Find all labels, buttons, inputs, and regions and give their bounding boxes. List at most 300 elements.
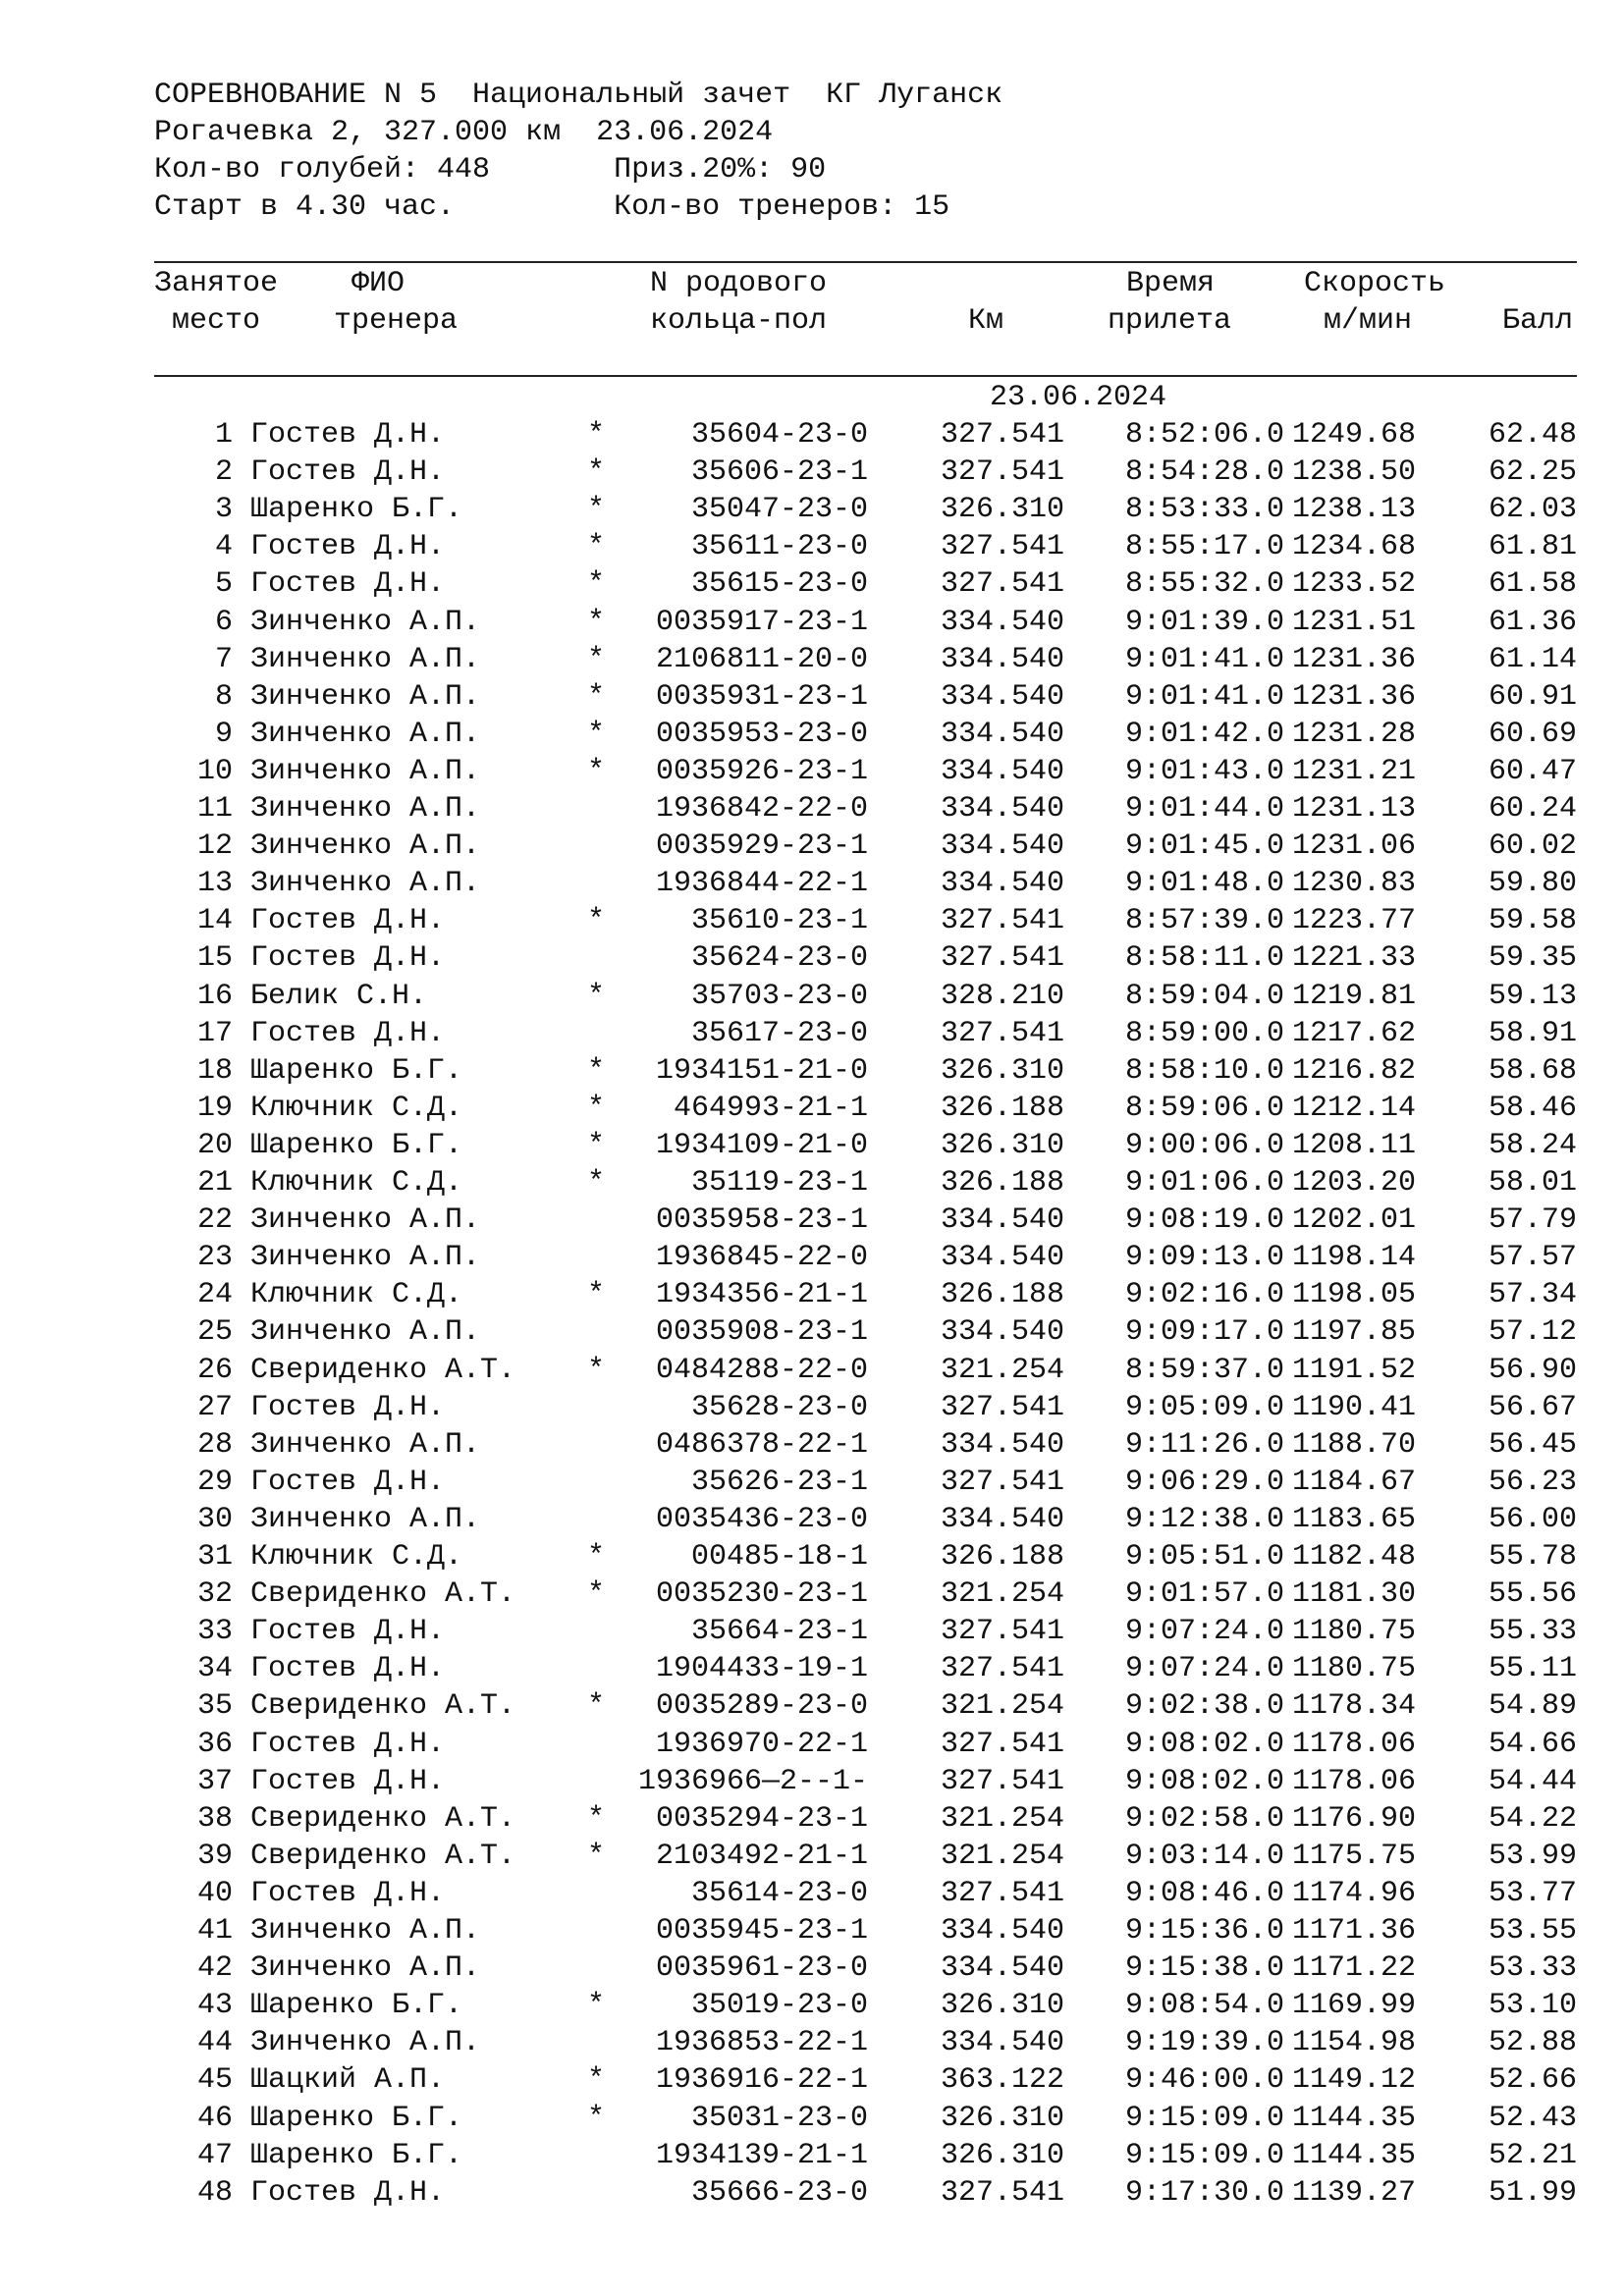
place-cell: 2 <box>214 455 233 489</box>
col-time-header-1: Время <box>1126 267 1216 300</box>
score-cell: 56.90 <box>1488 1354 1577 1387</box>
place-cell: 26 <box>196 1354 233 1387</box>
place-cell: 34 <box>196 1652 233 1685</box>
place-cell: 19 <box>196 1092 233 1125</box>
arrival-time-cell: 8:54:28.0 <box>1124 455 1284 489</box>
col-speed-header-2: м/мин <box>1324 304 1413 338</box>
ring-number-cell: 35617-23-0 <box>690 1017 868 1050</box>
trainer-name-cell: Зинченко А.П. <box>250 755 481 788</box>
score-cell: 55.78 <box>1488 1540 1577 1574</box>
ring-number-cell: 35031-23-0 <box>690 2102 868 2135</box>
trainer-name-cell: Зинченко А.П. <box>250 867 481 900</box>
arrival-time-cell: 9:05:09.0 <box>1124 1391 1284 1424</box>
trainer-name-cell: Зинченко А.П. <box>250 643 481 676</box>
speed-cell: 1191.52 <box>1292 1354 1417 1387</box>
header-line-release-point: Рогачевка 2, 327.000 км 23.06.2024 <box>154 116 774 149</box>
place-cell: 35 <box>196 1689 233 1723</box>
distance-cell: 327.541 <box>940 1391 1064 1424</box>
mark-cell: * <box>587 418 606 452</box>
distance-cell: 326.310 <box>940 493 1064 526</box>
header-line-start-time: Старт в 4.30 час. Кол-во тренеров: 15 <box>154 190 950 224</box>
ring-number-cell: 1934151-21-0 <box>655 1054 868 1088</box>
speed-cell: 1203.20 <box>1292 1166 1417 1200</box>
trainer-name-cell: Шаренко Б.Г. <box>250 493 463 526</box>
arrival-time-cell: 9:17:30.0 <box>1124 2176 1284 2210</box>
distance-cell: 326.310 <box>940 1129 1064 1162</box>
distance-cell: 334.540 <box>940 606 1064 639</box>
place-cell: 47 <box>196 2139 233 2172</box>
arrival-time-cell: 9:08:46.0 <box>1124 1877 1284 1910</box>
score-cell: 59.58 <box>1488 904 1577 937</box>
col-ring-header-1: N родового <box>650 267 828 300</box>
arrival-time-cell: 9:01:39.0 <box>1124 606 1284 639</box>
trainer-name-cell: Зинченко А.П. <box>250 1951 481 1985</box>
distance-cell: 334.540 <box>940 1315 1064 1349</box>
trainer-name-cell: Свериденко А.Т. <box>250 1577 516 1611</box>
place-cell: 21 <box>196 1166 233 1200</box>
arrival-time-cell: 8:59:06.0 <box>1124 1092 1284 1125</box>
speed-cell: 1180.75 <box>1292 1652 1417 1685</box>
speed-cell: 1197.85 <box>1292 1315 1417 1349</box>
speed-cell: 1181.30 <box>1292 1577 1417 1611</box>
speed-cell: 1154.98 <box>1292 2026 1417 2059</box>
score-cell: 58.91 <box>1488 1017 1577 1050</box>
distance-cell: 327.541 <box>940 1765 1064 1798</box>
speed-cell: 1178.06 <box>1292 1765 1417 1798</box>
ring-number-cell: 35610-23-1 <box>690 904 868 937</box>
speed-cell: 1231.28 <box>1292 718 1417 751</box>
trainer-name-cell: Гостев Д.Н. <box>250 1652 446 1685</box>
score-cell: 52.88 <box>1488 2026 1577 2059</box>
speed-cell: 1188.70 <box>1292 1428 1417 1462</box>
speed-cell: 1221.33 <box>1292 941 1417 975</box>
trainer-name-cell: Ключник С.Д. <box>250 1540 463 1574</box>
speed-cell: 1171.36 <box>1292 1914 1417 1948</box>
score-cell: 55.56 <box>1488 1577 1577 1611</box>
trainer-name-cell: Ключник С.Д. <box>250 1166 463 1200</box>
distance-cell: 327.541 <box>940 1877 1064 1910</box>
ring-number-cell: 0035230-23-1 <box>655 1577 868 1611</box>
distance-cell: 326.188 <box>940 1278 1064 1311</box>
place-cell: 27 <box>196 1391 233 1424</box>
arrival-time-cell: 9:08:54.0 <box>1124 1989 1284 2022</box>
distance-cell: 334.540 <box>940 1503 1064 1536</box>
ring-number-cell: 0035917-23-1 <box>655 606 868 639</box>
ring-number-cell: 35626-23-1 <box>690 1466 868 1499</box>
score-cell: 52.21 <box>1488 2139 1577 2172</box>
arrival-time-cell: 9:01:43.0 <box>1124 755 1284 788</box>
ring-number-cell: 35604-23-0 <box>690 418 868 452</box>
col-ring-header-2: кольца-пол <box>650 304 828 338</box>
mark-cell: * <box>587 1054 606 1088</box>
arrival-time-cell: 9:03:14.0 <box>1124 1840 1284 1873</box>
trainer-name-cell: Шаренко Б.Г. <box>250 1989 463 2022</box>
distance-cell: 334.540 <box>940 829 1064 863</box>
place-cell: 1 <box>214 418 233 452</box>
ring-number-cell: 1936845-22-0 <box>655 1241 868 1274</box>
trainer-name-cell: Гостев Д.Н. <box>250 567 446 601</box>
trainer-name-cell: Гостев Д.Н. <box>250 941 446 975</box>
place-cell: 25 <box>196 1315 233 1349</box>
mark-cell: * <box>587 643 606 676</box>
speed-cell: 1219.81 <box>1292 980 1417 1013</box>
trainer-name-cell: Гостев Д.Н. <box>250 2176 446 2210</box>
distance-cell: 334.540 <box>940 643 1064 676</box>
arrival-time-cell: 9:01:48.0 <box>1124 867 1284 900</box>
place-cell: 17 <box>196 1017 233 1050</box>
ring-number-cell: 35615-23-0 <box>690 567 868 601</box>
speed-cell: 1231.51 <box>1292 606 1417 639</box>
ring-number-cell: 1934109-21-0 <box>655 1129 868 1162</box>
trainer-name-cell: Гостев Д.Н. <box>250 1765 446 1798</box>
mark-cell: * <box>587 1166 606 1200</box>
score-cell: 59.80 <box>1488 867 1577 900</box>
arrival-time-cell: 8:52:06.0 <box>1124 418 1284 452</box>
distance-cell: 327.541 <box>940 941 1064 975</box>
ring-number-cell: 35019-23-0 <box>690 1989 868 2022</box>
trainer-name-cell: Белик С.Н. <box>250 980 428 1013</box>
speed-cell: 1144.35 <box>1292 2139 1417 2172</box>
place-cell: 36 <box>196 1728 233 1761</box>
score-cell: 56.45 <box>1488 1428 1577 1462</box>
trainer-name-cell: Свериденко А.Т. <box>250 1840 516 1873</box>
arrival-time-cell: 9:09:13.0 <box>1124 1241 1284 1274</box>
mark-cell: * <box>587 1129 606 1162</box>
ring-number-cell: 1934139-21-1 <box>655 2139 868 2172</box>
score-cell: 51.99 <box>1488 2176 1577 2210</box>
speed-cell: 1238.13 <box>1292 493 1417 526</box>
ring-number-cell: 0486378-22-1 <box>655 1428 868 1462</box>
ring-number-cell: 0035908-23-1 <box>655 1315 868 1349</box>
mark-cell: * <box>587 1689 606 1723</box>
distance-cell: 321.254 <box>940 1354 1064 1387</box>
trainer-name-cell: Шаренко Б.Г. <box>250 2139 463 2172</box>
arrival-time-cell: 9:15:36.0 <box>1124 1914 1284 1948</box>
score-cell: 53.77 <box>1488 1877 1577 1910</box>
ring-number-cell: 00485-18-1 <box>690 1540 868 1574</box>
ring-number-cell: 464993-21-1 <box>673 1092 868 1125</box>
place-cell: 42 <box>196 1951 233 1985</box>
ring-number-cell: 0035945-23-1 <box>655 1914 868 1948</box>
arrival-time-cell: 9:15:38.0 <box>1124 1951 1284 1985</box>
arrival-time-cell: 9:46:00.0 <box>1124 2063 1284 2097</box>
arrival-time-cell: 9:02:58.0 <box>1124 1802 1284 1836</box>
trainer-name-cell: Гостев Д.Н. <box>250 1017 446 1050</box>
distance-cell: 326.310 <box>940 2139 1064 2172</box>
place-cell: 14 <box>196 904 233 937</box>
trainer-name-cell: Зинченко А.П. <box>250 829 481 863</box>
distance-cell: 334.540 <box>940 792 1064 826</box>
arrival-time-cell: 9:01:57.0 <box>1124 1577 1284 1611</box>
score-cell: 60.02 <box>1488 829 1577 863</box>
ring-number-cell: 2103492-21-1 <box>655 1840 868 1873</box>
ring-number-cell: 1936970-22-1 <box>655 1728 868 1761</box>
distance-cell: 334.540 <box>940 718 1064 751</box>
place-cell: 38 <box>196 1802 233 1836</box>
score-cell: 53.55 <box>1488 1914 1577 1948</box>
speed-cell: 1174.96 <box>1292 1877 1417 1910</box>
mark-cell: * <box>587 1540 606 1574</box>
speed-cell: 1178.34 <box>1292 1689 1417 1723</box>
arrival-time-cell: 8:59:04.0 <box>1124 980 1284 1013</box>
arrival-time-cell: 9:01:41.0 <box>1124 643 1284 676</box>
place-cell: 5 <box>214 567 233 601</box>
speed-cell: 1180.75 <box>1292 1615 1417 1648</box>
distance-cell: 321.254 <box>940 1802 1064 1836</box>
ring-number-cell: 35119-23-1 <box>690 1166 868 1200</box>
score-cell: 57.34 <box>1488 1278 1577 1311</box>
arrival-time-cell: 9:00:06.0 <box>1124 1129 1284 1162</box>
speed-cell: 1231.06 <box>1292 829 1417 863</box>
place-cell: 4 <box>214 530 233 563</box>
trainer-name-cell: Зинченко А.П. <box>250 1428 481 1462</box>
trainer-name-cell: Зинченко А.П. <box>250 680 481 714</box>
distance-cell: 327.541 <box>940 1017 1064 1050</box>
ring-number-cell: 1936966—2--1- <box>637 1765 868 1798</box>
ring-number-cell: 0035961-23-0 <box>655 1951 868 1985</box>
mark-cell: * <box>587 455 606 489</box>
place-cell: 3 <box>214 493 233 526</box>
ring-number-cell: 1936853-22-1 <box>655 2026 868 2059</box>
distance-cell: 327.541 <box>940 1652 1064 1685</box>
ring-number-cell: 1934356-21-1 <box>655 1278 868 1311</box>
score-cell: 56.23 <box>1488 1466 1577 1499</box>
score-cell: 62.25 <box>1488 455 1577 489</box>
arrival-time-cell: 8:57:39.0 <box>1124 904 1284 937</box>
speed-cell: 1198.14 <box>1292 1241 1417 1274</box>
score-cell: 56.00 <box>1488 1503 1577 1536</box>
col-place-header-2: место <box>172 304 261 338</box>
mark-cell: * <box>587 606 606 639</box>
trainer-name-cell: Зинченко А.П. <box>250 1203 481 1237</box>
score-cell: 61.58 <box>1488 567 1577 601</box>
arrival-time-cell: 9:19:39.0 <box>1124 2026 1284 2059</box>
ring-number-cell: 35664-23-1 <box>690 1615 868 1648</box>
score-cell: 53.99 <box>1488 1840 1577 1873</box>
ring-number-cell: 0035931-23-1 <box>655 680 868 714</box>
ring-number-cell: 0035958-23-1 <box>655 1203 868 1237</box>
arrival-time-cell: 9:11:26.0 <box>1124 1428 1284 1462</box>
speed-cell: 1238.50 <box>1292 455 1417 489</box>
ring-number-cell: 2106811-20-0 <box>655 643 868 676</box>
mark-cell: * <box>587 718 606 751</box>
trainer-name-cell: Зинченко А.П. <box>250 1914 481 1948</box>
score-cell: 61.14 <box>1488 643 1577 676</box>
distance-cell: 334.540 <box>940 2026 1064 2059</box>
score-cell: 54.44 <box>1488 1765 1577 1798</box>
arrival-time-cell: 9:05:51.0 <box>1124 1540 1284 1574</box>
ring-number-cell: 35703-23-0 <box>690 980 868 1013</box>
place-cell: 39 <box>196 1840 233 1873</box>
distance-cell: 327.541 <box>940 904 1064 937</box>
place-cell: 9 <box>214 718 233 751</box>
place-cell: 30 <box>196 1503 233 1536</box>
arrival-time-cell: 9:01:06.0 <box>1124 1166 1284 1200</box>
place-cell: 41 <box>196 1914 233 1948</box>
arrival-time-cell: 9:12:38.0 <box>1124 1503 1284 1536</box>
ring-number-cell: 1904433-19-1 <box>655 1652 868 1685</box>
place-cell: 44 <box>196 2026 233 2059</box>
place-cell: 32 <box>196 1577 233 1611</box>
header-line-competition: СОРЕВНОВАНИЕ N 5 Национальный зачет КГ Луганск <box>154 79 1003 112</box>
distance-cell: 326.188 <box>940 1092 1064 1125</box>
speed-cell: 1217.62 <box>1292 1017 1417 1050</box>
arrival-time-cell: 9:06:29.0 <box>1124 1466 1284 1499</box>
place-cell: 33 <box>196 1615 233 1648</box>
trainer-name-cell: Гостев Д.Н. <box>250 1615 446 1648</box>
arrival-time-cell: 9:02:16.0 <box>1124 1278 1284 1311</box>
arrival-time-cell: 8:59:37.0 <box>1124 1354 1284 1387</box>
score-cell: 60.24 <box>1488 792 1577 826</box>
trainer-name-cell: Шацкий А.П. <box>250 2063 446 2097</box>
speed-cell: 1184.67 <box>1292 1466 1417 1499</box>
place-cell: 6 <box>214 606 233 639</box>
trainer-name-cell: Зинченко А.П. <box>250 1315 481 1349</box>
ring-number-cell: 0035294-23-1 <box>655 1802 868 1836</box>
col-time-header-2: прилета <box>1108 304 1232 338</box>
arrival-time-cell: 8:58:11.0 <box>1124 941 1284 975</box>
arrival-time-cell: 9:02:38.0 <box>1124 1689 1284 1723</box>
col-name-header-1: ФИО <box>352 267 406 300</box>
trainer-name-cell: Гостев Д.Н. <box>250 455 446 489</box>
trainer-name-cell: Свериденко А.Т. <box>250 1802 516 1836</box>
speed-cell: 1149.12 <box>1292 2063 1417 2097</box>
distance-cell: 334.540 <box>940 867 1064 900</box>
place-cell: 7 <box>214 643 233 676</box>
score-cell: 57.57 <box>1488 1241 1577 1274</box>
arrival-time-cell: 9:07:24.0 <box>1124 1615 1284 1648</box>
speed-cell: 1183.65 <box>1292 1503 1417 1536</box>
trainer-name-cell: Свериденко А.Т. <box>250 1354 516 1387</box>
table-header-rule <box>154 375 1577 377</box>
arrival-time-cell: 9:08:19.0 <box>1124 1203 1284 1237</box>
ring-number-cell: 0035289-23-0 <box>655 1689 868 1723</box>
arrival-time-cell: 8:55:32.0 <box>1124 567 1284 601</box>
score-cell: 59.35 <box>1488 941 1577 975</box>
trainer-name-cell: Гостев Д.Н. <box>250 1728 446 1761</box>
trainer-name-cell: Шаренко Б.Г. <box>250 2102 463 2135</box>
arrival-time-cell: 8:58:10.0 <box>1124 1054 1284 1088</box>
place-cell: 8 <box>214 680 233 714</box>
place-cell: 28 <box>196 1428 233 1462</box>
score-cell: 60.91 <box>1488 680 1577 714</box>
col-place-header-1: Занятое <box>154 267 279 300</box>
score-cell: 59.13 <box>1488 980 1577 1013</box>
distance-cell: 328.210 <box>940 980 1064 1013</box>
distance-cell: 327.541 <box>940 567 1064 601</box>
speed-cell: 1198.05 <box>1292 1278 1417 1311</box>
arrival-time-cell: 9:08:02.0 <box>1124 1765 1284 1798</box>
mark-cell: * <box>587 2063 606 2097</box>
ring-number-cell: 0484288-22-0 <box>655 1354 868 1387</box>
score-cell: 61.81 <box>1488 530 1577 563</box>
score-cell: 62.03 <box>1488 493 1577 526</box>
trainer-name-cell: Гостев Д.Н. <box>250 418 446 452</box>
trainer-name-cell: Зинченко А.П. <box>250 1503 481 1536</box>
speed-cell: 1178.06 <box>1292 1728 1417 1761</box>
speed-cell: 1212.14 <box>1292 1092 1417 1125</box>
speed-cell: 1144.35 <box>1292 2102 1417 2135</box>
score-cell: 60.47 <box>1488 755 1577 788</box>
score-cell: 62.48 <box>1488 418 1577 452</box>
trainer-name-cell: Гостев Д.Н. <box>250 1466 446 1499</box>
col-score-header: Балл <box>1502 304 1574 338</box>
mark-cell: * <box>587 980 606 1013</box>
distance-cell: 326.310 <box>940 2102 1064 2135</box>
place-cell: 40 <box>196 1877 233 1910</box>
distance-cell: 334.540 <box>940 755 1064 788</box>
trainer-name-cell: Гостев Д.Н. <box>250 1877 446 1910</box>
trainer-name-cell: Зинченко А.П. <box>250 1241 481 1274</box>
speed-cell: 1231.36 <box>1292 643 1417 676</box>
col-km-header: Км <box>968 304 1004 338</box>
place-cell: 16 <box>196 980 233 1013</box>
speed-cell: 1223.77 <box>1292 904 1417 937</box>
mark-cell: * <box>587 1802 606 1836</box>
distance-cell: 334.540 <box>940 1951 1064 1985</box>
place-cell: 29 <box>196 1466 233 1499</box>
arrival-time-cell: 9:01:42.0 <box>1124 718 1284 751</box>
ring-number-cell: 1936844-22-1 <box>655 867 868 900</box>
score-cell: 52.66 <box>1488 2063 1577 2097</box>
ring-number-cell: 0035929-23-1 <box>655 829 868 863</box>
mark-cell: * <box>587 1354 606 1387</box>
mark-cell: * <box>587 1989 606 2022</box>
arrival-time-cell: 9:09:17.0 <box>1124 1315 1284 1349</box>
speed-cell: 1231.13 <box>1292 792 1417 826</box>
place-cell: 11 <box>196 792 233 826</box>
ring-number-cell: 35666-23-0 <box>690 2176 868 2210</box>
speed-cell: 1230.83 <box>1292 867 1417 900</box>
trainer-name-cell: Ключник С.Д. <box>250 1278 463 1311</box>
mark-cell: * <box>587 1092 606 1125</box>
arrival-time-cell: 8:55:17.0 <box>1124 530 1284 563</box>
trainer-name-cell: Ключник С.Д. <box>250 1092 463 1125</box>
ring-number-cell: 0035926-23-1 <box>655 755 868 788</box>
speed-cell: 1231.21 <box>1292 755 1417 788</box>
place-cell: 23 <box>196 1241 233 1274</box>
distance-cell: 334.540 <box>940 1914 1064 1948</box>
arrival-time-cell: 9:08:02.0 <box>1124 1728 1284 1761</box>
distance-cell: 327.541 <box>940 418 1064 452</box>
trainer-name-cell: Шаренко Б.Г. <box>250 1129 463 1162</box>
speed-cell: 1231.36 <box>1292 680 1417 714</box>
place-cell: 37 <box>196 1765 233 1798</box>
ring-number-cell: 35628-23-0 <box>690 1391 868 1424</box>
col-name-header-2: тренера <box>334 304 459 338</box>
arrival-time-cell: 9:01:45.0 <box>1124 829 1284 863</box>
distance-cell: 327.541 <box>940 1615 1064 1648</box>
place-cell: 45 <box>196 2063 233 2097</box>
distance-cell: 321.254 <box>940 1840 1064 1873</box>
place-cell: 20 <box>196 1129 233 1162</box>
arrival-time-cell: 9:01:41.0 <box>1124 680 1284 714</box>
ring-number-cell: 35047-23-0 <box>690 493 868 526</box>
speed-cell: 1234.68 <box>1292 530 1417 563</box>
ring-number-cell: 35611-23-0 <box>690 530 868 563</box>
speed-cell: 1233.52 <box>1292 567 1417 601</box>
mark-cell: * <box>587 493 606 526</box>
place-cell: 46 <box>196 2102 233 2135</box>
place-cell: 48 <box>196 2176 233 2210</box>
mark-cell: * <box>587 1840 606 1873</box>
distance-cell: 363.122 <box>940 2063 1064 2097</box>
speed-cell: 1190.41 <box>1292 1391 1417 1424</box>
place-cell: 31 <box>196 1540 233 1574</box>
speed-cell: 1171.22 <box>1292 1951 1417 1985</box>
distance-cell: 327.541 <box>940 2176 1064 2210</box>
speed-cell: 1182.48 <box>1292 1540 1417 1574</box>
